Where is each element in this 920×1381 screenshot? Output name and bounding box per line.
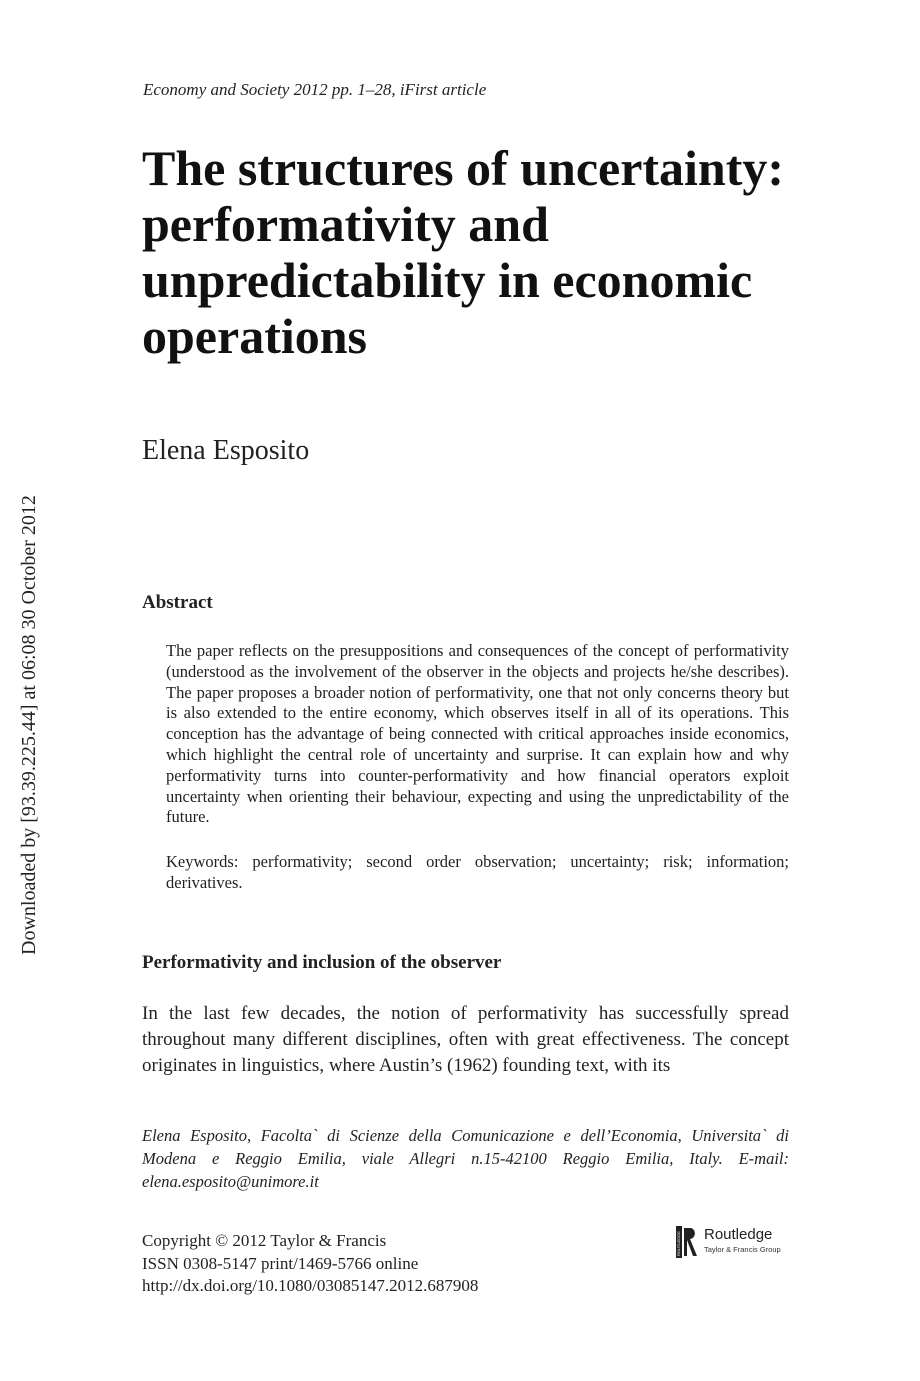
publisher-name: Routledge	[704, 1226, 773, 1243]
section-heading: Performativity and inclusion of the observer	[142, 952, 502, 973]
svg-text:ROUTLEDGE: ROUTLEDGE	[676, 1231, 682, 1256]
copyright-block	[142, 1230, 478, 1298]
keywords: Keywords: performativity; second order observation; uncertainty; risk; information; derivatives.	[166, 852, 789, 892]
copyright-line: Copyright © 2012 Taylor & Francis	[142, 1231, 387, 1250]
doi-link[interactable]: http://dx.doi.org/10.1080/03085147.2012.687908	[142, 1276, 479, 1295]
body-paragraph: In the last few decades, the notion of performativity has successfully spread throughout many different disciplines, often with great effectiveness. The concept originates in linguistics, where Austin’s (1962) founding text, with its	[142, 1003, 789, 1076]
routledge-logo	[676, 1226, 796, 1260]
publisher-group: Taylor & Francis Group	[704, 1245, 781, 1254]
article-title: The structures of uncertainty: performativity and unpredictability in economic operations	[142, 140, 785, 364]
abstract-text: The paper reflects on the presuppositions and consequences of the concept of performativity (understood as the involvement of the observer in the objects and projects he/she describes). The paper proposes a broader notion of performativity, one that not only concerns theory but is also extended to the entire economy, which observes itself in all of its operations. This conception has the advantage of being connected with critical approaches inside economics, which highlight the central role of uncertainty and surprise. It can explain how and why performativity turns into counter-performativity and how financial operators exploit uncertainty when orienting their behaviour, expecting and using the unpredictability of the future.	[166, 641, 789, 827]
abstract-heading: Abstract	[142, 592, 213, 613]
download-watermark: Downloaded by [93.39.225.44] at 06:08 30 October 2012	[18, 495, 40, 955]
author-name: Elena Esposito	[142, 435, 310, 466]
author-affiliation: Elena Esposito, Facolta` di Scienze della Comunicazione e dell’Economia, Universita` di Modena e Reggio Emilia, viale Allegri n.15-42100 Reggio Emilia, Italy. E-mail: elena.esposito@unimore.it	[142, 1126, 789, 1191]
issn-line: ISSN 0308-5147 print/1469-5766 online	[142, 1253, 419, 1273]
routledge-logo-icon	[676, 1226, 698, 1258]
journal-citation: Economy and Society 2012 pp. 1–28, iFirst article	[143, 80, 487, 99]
